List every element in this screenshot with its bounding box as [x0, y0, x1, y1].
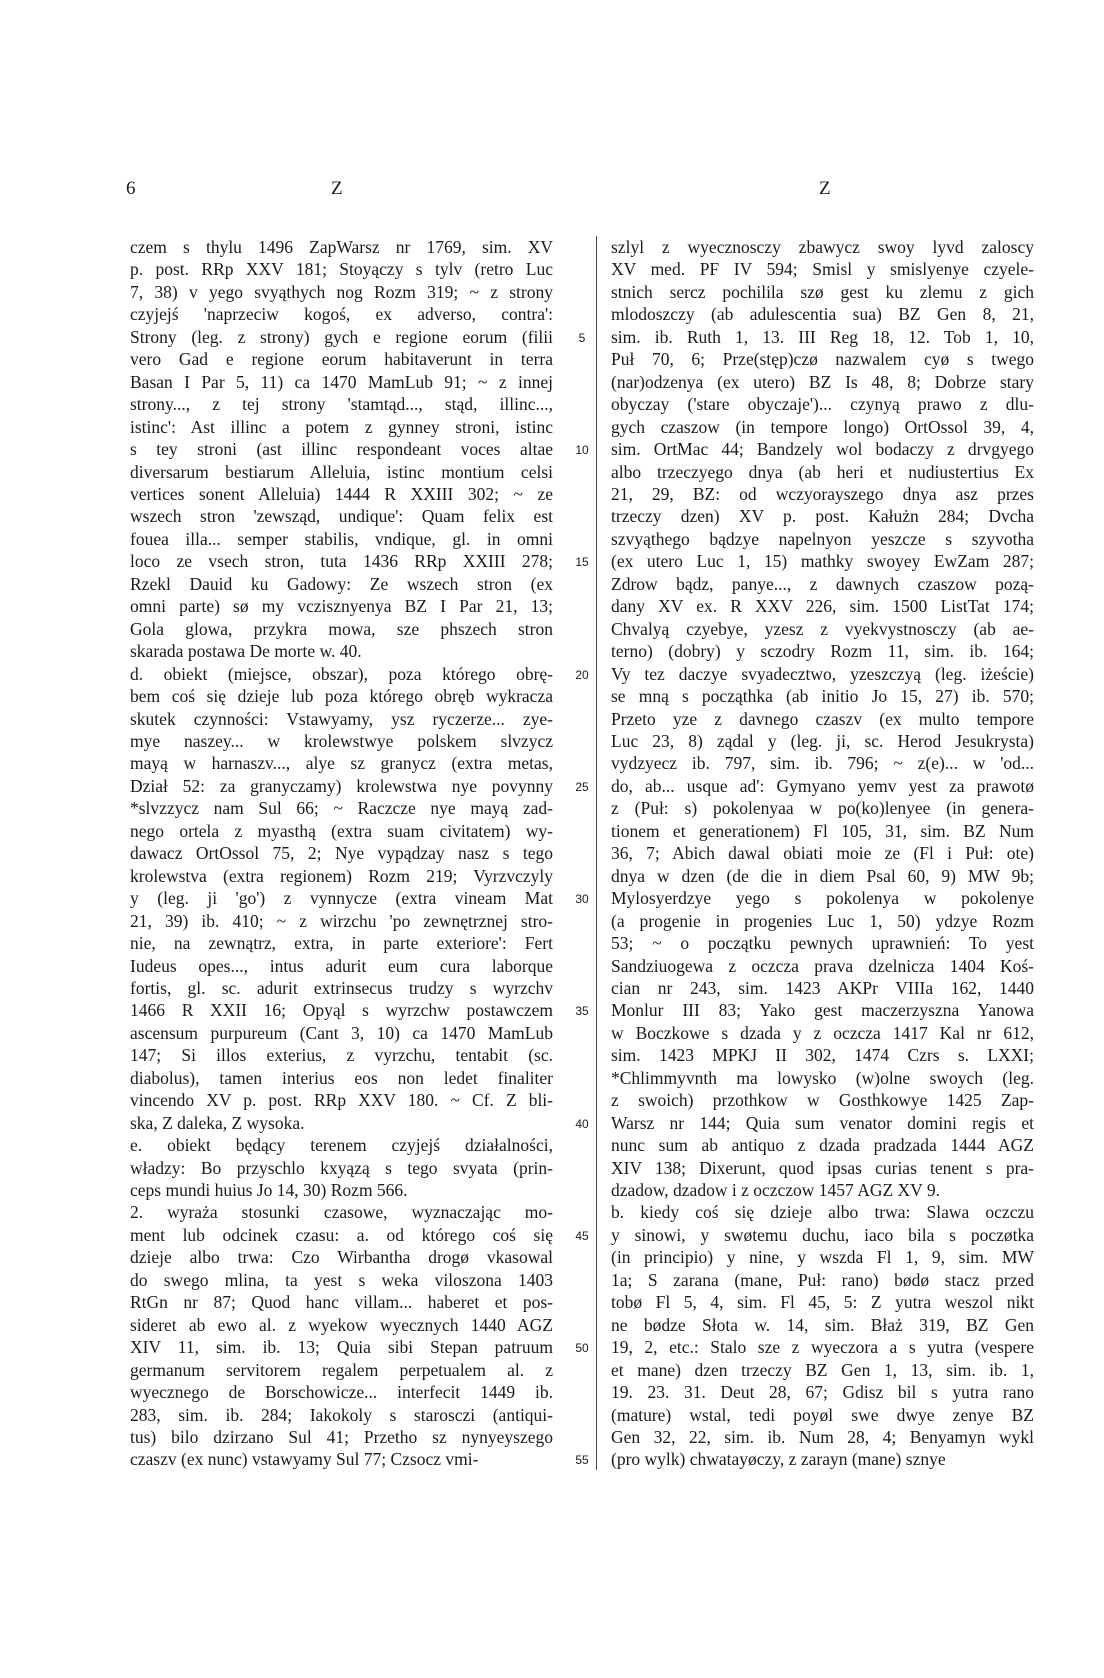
text-line: czem s thylu 1496 ZapWarsz nr 1769, sim. XV	[130, 237, 553, 257]
text-line: Strony (leg. z strony) gych e regione eorum (filii	[130, 326, 553, 347]
text-line: skutek czynności: Vstawyamy, ysz ryczerze... zye-	[130, 708, 553, 729]
text-line: stnich sercz pochilila szø gest ku zlemu z gich	[611, 281, 1034, 302]
text-line: (mature) wstal, tedi poyøl swe dwye zenye BZ	[611, 1404, 1034, 1425]
text-line: Chvalyą czyebye, yzesz z vyekvystnosczy (ab ae-	[611, 618, 1034, 639]
text-line: e. obiekt będący terenem czyjejś działalności,	[130, 1135, 553, 1156]
text-line: fortis, gl. sc. adurit extrinsecus trudzy s wyrzchv	[130, 977, 553, 998]
text-line: Dział 52: za granyczamy) krolewstwa nye povynny	[130, 775, 553, 796]
text-line: 1466 R XXII 16; Opyąl s wyrzchw postawczem	[130, 1000, 553, 1021]
text-line: Gola glowa, przykra mowa, sze phszech stron	[130, 618, 553, 639]
text-line: *Chlimmyvnth ma lowysko (w)olne swoych (leg.	[611, 1067, 1034, 1088]
text-line: vydzyecz ib. 797, sim. ib. 796; ~ z(e)... w 'od...	[611, 753, 1034, 774]
text-line: diversarum bestiarum Alleluia, istinc montium celsi	[130, 461, 553, 482]
text-line: Monlur III 83; Yako gest maczerzyszna Yanowa	[611, 1000, 1034, 1021]
text-line: trzeczy dzen) XV p. post. Kałużn 284; Dvcha	[611, 506, 1034, 527]
text-line: mayą w harnaszv..., alye sz granycz (extra metas,	[130, 753, 553, 774]
text-line: czaszv (ex nunc) vstawyamy Sul 77; Czsocz vmi-	[130, 1449, 479, 1470]
text-line: 2. wyraża stosunki czasowe, wyznaczając mo-	[130, 1202, 553, 1223]
text-line: (ex utero Luc 1, 15) mathky swoyey EwZam 287;	[611, 551, 1034, 572]
text-line: vero Gad e regione eorum habitaverunt in terra	[130, 349, 553, 370]
text-line: germanum servitorem regalem perpetualem al. z	[130, 1359, 553, 1380]
text-line: szvyąthego bądzye napelnyon yeszcze s szyvotha	[611, 528, 1034, 549]
text-line: omni parte) sø my vczisznyenya BZ I Par 21, 13;	[130, 596, 553, 617]
text-line: czyjejś 'naprzeciw kogoś, ex adverso, contra':	[130, 304, 553, 325]
text-line: vincendo XV p. post. RRp XXV 180. ~ Cf. Z bli-	[130, 1090, 553, 1111]
text-line: (a progenie in progenies Luc 1, 50) ydzye Rozm	[611, 910, 1034, 931]
text-line: tobø Fl 5, 4, sim. Fl 45, 5: Z yutra weszol nikt	[611, 1292, 1034, 1313]
text-line: sim. ib. Ruth 1, 13. III Reg 18, 12. Tob 1, 10,	[611, 326, 1034, 347]
text-line: nie, na zewnątrz, extra, in parte exteriore': Fert	[130, 933, 553, 954]
text-line: 1a; S zarana (mane, Puł: rano) bødø stacz przed	[611, 1269, 1034, 1290]
text-line: skarada postawa De morte w. 40.	[130, 641, 362, 662]
text-line: *slvzzycz nam Sul 66; ~ Raczcze nye mayą zad-	[130, 798, 553, 819]
text-line: nunc sum ab antiquo z dzada pradzada 1444 AGZ	[611, 1135, 1034, 1156]
text-line: 21, 29, BZ: od wczyorayszego dnya asz przes	[611, 483, 1034, 504]
running-head-right: Z	[819, 178, 831, 199]
text-line: RtGn nr 87; Quod hanc villam... haberet et pos-	[130, 1292, 553, 1313]
text-line: 21, 39) ib. 410; ~ z wirzchu 'po zewnętrznej stro-	[130, 910, 553, 931]
text-line: władzy: Bo przyschlo kxyązą s tego svyata (prin-	[130, 1157, 553, 1178]
text-line: wszech stron 'zewsząd, undique': Quam felix est	[130, 506, 553, 527]
text-line: Przeto yze z davnego czaszv (ex multo tempore	[611, 708, 1034, 729]
text-line: do, ab... usque ad': Gymyano yemv yest za prawotø	[611, 775, 1034, 796]
line-number-gutter	[570, 236, 600, 1470]
text-line: terno) (dobry) y sczodry Rozm 11, sim. ib. 164;	[611, 641, 1034, 662]
text-line: loco ze vsech stron, tuta 1436 RRp XXIII 278;	[130, 551, 553, 572]
text-line: ska, Z daleka, Z wysoka.	[130, 1112, 305, 1133]
text-line: z (Puł: s) pokolenyaa w po(ko)lenyee (in genera-	[611, 798, 1034, 819]
text-line: mye naszey... w krolewstwye polskem slvzycz	[130, 730, 553, 751]
text-line: obyczay ('stare obyczaje')... czynyą prawo z dlu-	[611, 394, 1034, 415]
line-number: 45	[575, 1228, 589, 1243]
text-line: Gen 32, 22, sim. ib. Num 28, 4; Benyamyn wykl	[611, 1427, 1034, 1448]
text-line: Zdrow bądz, panye..., z dawnych czaszow pozą-	[611, 573, 1034, 594]
text-line: p. post. RRp XXV 181; Stoyączy s tylv (retro Luc	[130, 259, 553, 280]
text-line: Basan I Par 5, 11) ca 1470 MamLub 91; ~ z innej	[130, 371, 553, 392]
line-number: 40	[575, 1116, 589, 1131]
text-line: XIV 138; Dixerunt, quod ipsas curias tenent s pra-	[611, 1157, 1034, 1178]
text-line: Mylosyerdzye yego s pokolenya w pokolenye	[611, 888, 1034, 909]
text-line: y (leg. ji 'go') z vynnycze (extra vineam Mat	[130, 888, 553, 909]
text-line: et mane) dzen trzeczy BZ Gen 1, 13, sim. ib. 1,	[611, 1359, 1034, 1380]
text-line: tus) bilo dzirzano Sul 41; Przetho sz nynyeyszego	[130, 1427, 553, 1448]
text-line: w Boczkowe s dzada y z oczcza 1417 Kal nr 612,	[611, 1022, 1034, 1043]
text-line: bem coś się dzieje lub poza którego obręb wykracza	[130, 686, 553, 707]
text-line: y sinowi, y swøtemu duchu, iaco bila s poczøtka	[611, 1224, 1034, 1245]
text-line: s tey stroni (ast illinc respondeant voces altae	[130, 439, 553, 460]
line-number: 10	[575, 443, 589, 458]
text-line: Luc 23, 8) ządal y (leg. ji, sc. Herod Jesukrysta)	[611, 730, 1034, 751]
text-line: dzadow, dzadow i z oczczow 1457 AGZ XV 9.	[611, 1180, 941, 1201]
text-line: sim. OrtMac 44; Bandzely wol bodaczy z drvgyego	[611, 439, 1034, 460]
text-line: 36, 7; Abich dawal obiati moie ze (Fl i Puł: ote)	[611, 843, 1034, 864]
text-line: szlyl z wyecznosczy zbawycz swoy lyvd zaloscy	[611, 237, 1034, 257]
right-column	[611, 236, 1034, 1471]
text-line: ne bødze Słota w. 14, sim. Błaż 319, BZ Gen	[611, 1314, 1034, 1335]
text-line: mlodoszczy (ab adulescentia sua) BZ Gen 8, 21,	[611, 304, 1034, 325]
text-line: istinc': Ast illinc a potem z gynney stroni, istinc	[130, 416, 553, 437]
text-line: tionem et generationem) Fl 105, 31, sim. BZ Num	[611, 820, 1034, 841]
text-line: krolewstva (extra regionem) Rozm 219; Vyrzvczyly	[130, 865, 553, 886]
text-line: strony..., z tej strony 'stamtąd..., stąd, illinc...,	[130, 394, 553, 415]
text-line: 147; Si illos exterius, z vyrzchu, tentabit (sc.	[130, 1045, 553, 1066]
text-line: d. obiekt (miejsce, obszar), poza którego obrę-	[130, 663, 553, 684]
text-line: ceps mundi huius Jo 14, 30) Rozm 566.	[130, 1180, 408, 1201]
text-line: 19. 23. 31. Deut 28, 67; Gdisz bil s yutra rano	[611, 1382, 1034, 1403]
line-number: 25	[575, 779, 589, 794]
text-line: dany XV ex. R XXV 226, sim. 1500 ListTat 174;	[611, 596, 1034, 617]
text-line: sideret ab ewo al. z wyekow wyecznych 1440 AGZ	[130, 1314, 553, 1335]
text-line: do swego mlina, ta yest s weka viloszona 1403	[130, 1269, 553, 1290]
text-line: cian nr 243, sim. 1423 AKPr VIIIa 162, 1440	[611, 977, 1034, 998]
column-rule	[596, 236, 597, 1470]
text-line: vertices sonent Alleluia) 1444 R XXIII 302; ~ ze	[130, 483, 553, 504]
text-line: Puł 70, 6; Prze(stęp)czø nazwalem cyø s twego	[611, 349, 1034, 370]
text-line: (nar)odzenya (ex utero) BZ Is 48, 8; Dobrze stary	[611, 371, 1034, 392]
text-line: Sandziuogewa z oczcza prava dzelnicza 1404 Koś-	[611, 955, 1034, 976]
text-line: ment lub odcinek czasu: a. od którego coś się	[130, 1224, 553, 1245]
line-number: 20	[575, 667, 589, 682]
line-number: 55	[575, 1453, 589, 1468]
text-line: z swoich) przothkow w Gosthkowye 1425 Zap-	[611, 1090, 1034, 1111]
running-head-left: Z	[331, 178, 343, 199]
text-line: (in principio) y nine, y wszda Fl 1, 9, sim. MW	[611, 1247, 1034, 1268]
text-line: nego ortela z myasthą (extra suam civitatem) wy-	[130, 820, 553, 841]
line-number: 15	[575, 555, 589, 570]
text-line: albo trzeczyego dnya (ab heri et nudiustertius Ex	[611, 461, 1034, 482]
text-line: dnya w dzen (de die in diem Psal 60, 9) MW 9b;	[611, 865, 1034, 886]
text-line: ascensum purpureum (Cant 3, 10) ca 1470 MamLub	[130, 1022, 553, 1043]
line-number: 5	[578, 330, 586, 345]
text-line: wyecznego de Borschowicze... interfecit 1449 ib.	[130, 1382, 553, 1403]
text-line: diabolus), tamen interius eos non ledet finaliter	[130, 1067, 553, 1088]
text-line: sim. 1423 MPKJ II 302, 1474 Czrs s. LXXI;	[611, 1045, 1034, 1066]
text-line: b. kiedy coś się dzieje albo trwa: Slawa oczczu	[611, 1202, 1034, 1223]
page-number: 6	[126, 178, 136, 199]
text-line: gych czaszow (in tempore longo) OrtOssol 39, 4,	[611, 416, 1034, 437]
line-number: 30	[575, 892, 589, 907]
line-number: 50	[575, 1341, 589, 1356]
text-line: XV med. PF IV 594; Smisl y smislyenye czyele-	[611, 259, 1034, 280]
text-line: Warsz nr 144; Quia sum venator domini regis et	[611, 1112, 1034, 1133]
text-line: XIV 11, sim. ib. 13; Quia sibi Stepan patruum	[130, 1337, 553, 1358]
left-column	[130, 236, 553, 1471]
text-line: 19, 2, etc.: Stalo sze z wyeczora a s yutra (vespere	[611, 1337, 1034, 1358]
text-line: dawacz OrtOssol 75, 2; Nye vypądzay nasz s tego	[130, 843, 553, 864]
text-line: Rzekl Dauid ku Gadowy: Ze wszech stron (ex	[130, 573, 553, 594]
text-line: dzieje albo trwa: Czo Wirbantha drogø vkasowal	[130, 1247, 553, 1268]
text-line: Vy tez daczye svyadecztwo, yzeszczyą (leg. iżeście)	[611, 663, 1034, 684]
text-line: 283, sim. ib. 284; Iakokoly s starosczi (antiqui-	[130, 1404, 553, 1425]
text-line: (pro wylk) chwatayøczy, z zarayn (mane) sznye	[611, 1449, 946, 1470]
text-line: 53; ~ o początku pewnych uprawnień: To yest	[611, 933, 1034, 954]
text-line: fouea illa... semper stabilis, vndique, gl. in omni	[130, 528, 553, 549]
text-line: se mną s począthka (ab initio Jo 15, 27) ib. 570;	[611, 686, 1034, 707]
text-line: 7, 38) v yego svyąthych nog Rozm 319; ~ z strony	[130, 281, 553, 302]
text-line: Iudeus opes..., intus adurit eum cura laborque	[130, 955, 553, 976]
line-number: 35	[575, 1004, 589, 1019]
